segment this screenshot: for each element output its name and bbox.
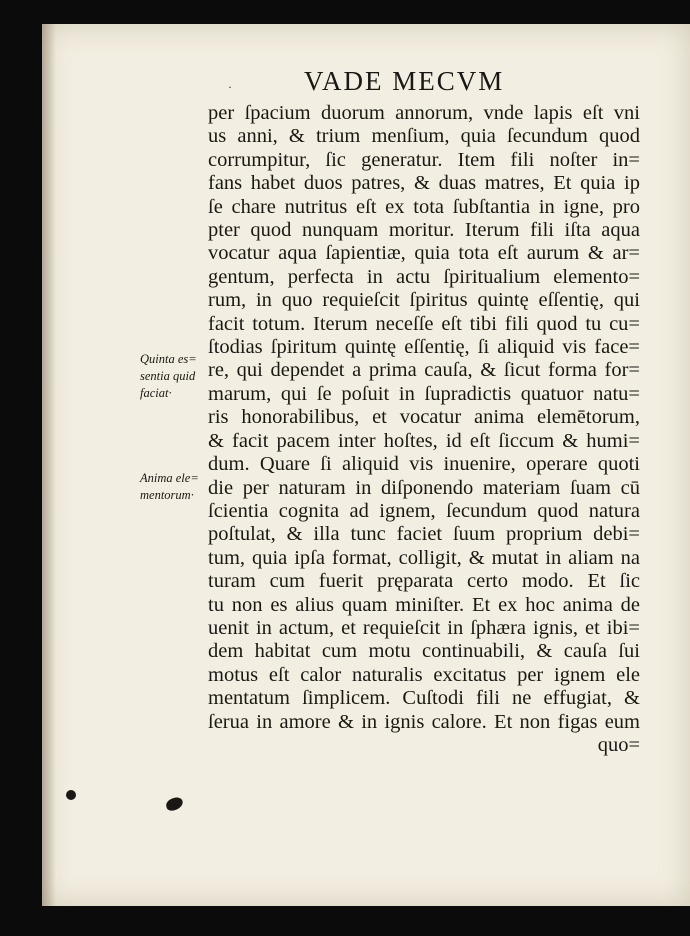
marginal-note-line: sentia quid: [140, 369, 196, 383]
text-line: corrumpitur, ſic generatur. Item fili noſter in=: [208, 148, 640, 171]
marginal-note-anima-elementorum: [140, 470, 212, 504]
marginal-note-line: mentorum·: [140, 488, 194, 502]
page-spine-shadow: [42, 24, 56, 906]
text-line: turam cum fuerit pręparata certo modo. Et ſic: [208, 570, 640, 593]
text-line: die per naturam in diſponendo materiam ſuam cū: [208, 476, 640, 499]
text-line: gentum, perfecta in actu ſpiritualium elemento=: [208, 265, 640, 288]
text-line: ſtodias ſpiritum quintę eſſentię, ſi aliquid vis face=: [208, 336, 640, 359]
text-line: tu non es alius quam miniſter. Et ex hoc anima de: [208, 593, 640, 616]
text-line: rum, in quo requieſcit ſpiritus quintę eſſentię, qui: [208, 289, 640, 312]
text-line: pter quod nunquam moritur. Iterum fili iſta aqua: [208, 219, 640, 242]
text-line: fans habet duos patres, & duas matres, Et quia ip: [208, 172, 640, 195]
text-line: ſcientia cognita ad ignem, ſecundum quod natura: [208, 499, 640, 522]
text-line: dem habitat cum motu continuabili, & cauſa ſui: [208, 640, 640, 663]
text-line: motus eſt calor naturalis excitatus per ignem ele: [208, 663, 640, 686]
ink-blot: [165, 796, 185, 812]
text-line: tum, quia ipſa format, colligit, & mutat in aliam na: [208, 546, 640, 569]
marginal-note-line: faciat·: [140, 386, 172, 400]
running-head-mark: ·: [228, 80, 232, 94]
text-line: ſerua in amore & in ignis calore. Et non figas eum: [208, 710, 640, 733]
body-text: [208, 102, 640, 757]
ink-blot: [66, 790, 76, 800]
text-line: dum. Quare ſi aliquid vis inuenire, operare quoti: [208, 453, 640, 476]
text-line: facit totum. Iterum neceſſe eſt tibi fili quod tu cu=: [208, 312, 640, 335]
text-line: uenit in actum, et requieſcit in ſphæra ignis, et ibi=: [208, 616, 640, 639]
text-line: per ſpacium duorum annorum, vnde lapis eſt vni: [208, 102, 640, 124]
book-page: [42, 24, 690, 906]
marginal-note-line: Quinta es=: [140, 352, 197, 366]
running-head: VADE MECVM: [304, 66, 505, 96]
marginal-note-line: Anima ele=: [140, 471, 199, 485]
catchword: quo=: [597, 733, 640, 756]
text-line: vocatur aqua ſapientiæ, quia tota eſt aurum & ar=: [208, 242, 640, 265]
text-line: us anni, & trium menſium, quia ſecundum quod: [208, 125, 640, 148]
text-line: ſe chare nutritus eſt ex tota ſubſtantia in igne, pro: [208, 195, 640, 218]
text-line: poſtulat, & illa tunc faciet ſuum proprium debi=: [208, 523, 640, 546]
text-line: re, qui dependet a prima cauſa, & ſicut forma for=: [208, 359, 640, 382]
text-line: marum, qui ſe poſuit in ſupradictis quatuor natu=: [208, 382, 640, 405]
marginal-note-quinta-essentia: [140, 351, 212, 402]
text-line: & facit pacem inter hoſtes, id eſt ſiccum & humi=: [208, 429, 640, 452]
text-line: ris honorabilibus, et vocatur anima elemētorum,: [208, 406, 640, 429]
text-line: mentatum ſimplicem. Cuſtodi fili ne effugiat, &: [208, 687, 640, 710]
